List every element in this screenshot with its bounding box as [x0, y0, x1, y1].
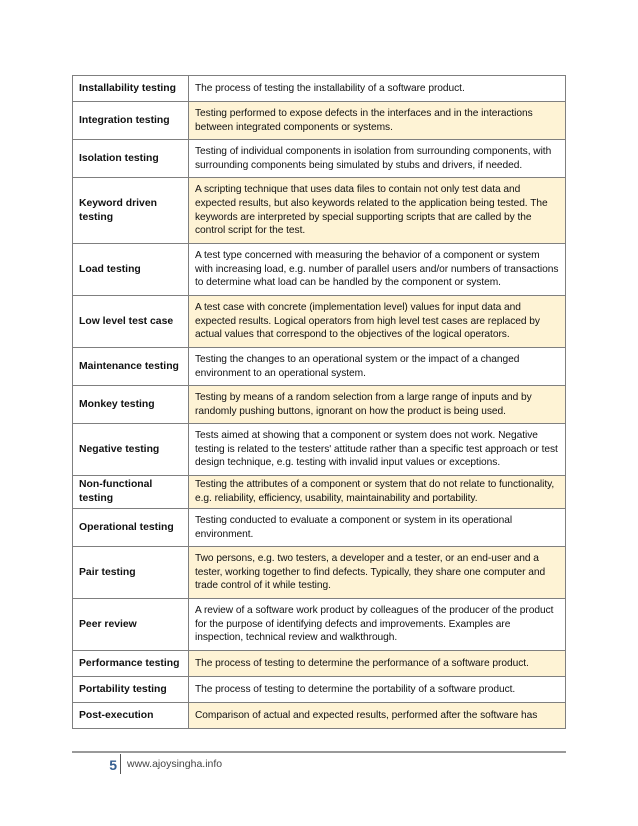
- footer-divider: [120, 754, 121, 774]
- glossary-row: [73, 178, 566, 244]
- glossary-definition: A test type concerned with measuring the behavior of a component or system with increasing load, e.g. number of parallel users and/or numbers of transactions to determine what load can be handled by the component or system.: [189, 244, 566, 296]
- glossary-table: [72, 75, 566, 729]
- glossary-row: [73, 703, 566, 729]
- glossary-definition: Testing the attributes of a component or system that do not relate to functionality, e.g. reliability, efficiency, usability, maintainability and portability.: [189, 476, 566, 509]
- glossary-definition: A review of a software work product by colleagues of the producer of the product for the purpose of identifying defects and improvements. Examples are inspection, technical review and walkthrough.: [189, 599, 566, 651]
- glossary-definition: Testing performed to expose defects in the interfaces and in the interactions between integrated components or systems.: [189, 102, 566, 140]
- glossary-term: Integration testing: [73, 102, 189, 140]
- glossary-definition: The process of testing to determine the portability of a software product.: [189, 677, 566, 703]
- glossary-body: [73, 76, 566, 729]
- glossary-row: [73, 244, 566, 296]
- glossary-definition: Tests aimed at showing that a component or system does not work. Negative testing is related to the testers' attitude rather than a specific test approach or test design technique, e.g. testing with invalid input values or exceptions.: [189, 424, 566, 476]
- glossary-term: Negative testing: [73, 424, 189, 476]
- glossary-definition: A test case with concrete (implementation level) values for input data and expected results. Logical operators from high level test cases are replaced by actual values that correspond to the objectives of the logical operators.: [189, 296, 566, 348]
- glossary-term: Monkey testing: [73, 386, 189, 424]
- footer-rule: [72, 751, 566, 753]
- glossary-row: [73, 651, 566, 677]
- glossary-term: Load testing: [73, 244, 189, 296]
- glossary-row: [73, 547, 566, 599]
- glossary-term: Keyword driven testing: [73, 178, 189, 244]
- glossary-term: Performance testing: [73, 651, 189, 677]
- glossary-row: [73, 599, 566, 651]
- glossary-row: [73, 102, 566, 140]
- glossary-definition: The process of testing the installability of a software product.: [189, 76, 566, 102]
- glossary-row: [73, 386, 566, 424]
- glossary-definition: The process of testing to determine the performance of a software product.: [189, 651, 566, 677]
- glossary-term: Operational testing: [73, 509, 189, 547]
- glossary-row: [73, 509, 566, 547]
- glossary-definition: Two persons, e.g. two testers, a developer and a tester, or an end-user and a tester, working together to find defects. Typically, they share one computer and trade control of it while testing.: [189, 547, 566, 599]
- glossary-row: [73, 296, 566, 348]
- glossary-term: Pair testing: [73, 547, 189, 599]
- glossary-term: Portability testing: [73, 677, 189, 703]
- glossary-definition: A scripting technique that uses data files to contain not only test data and expected results, but also keywords related to the application being tested. The keywords are interpreted by special supporting scripts that are called by the control script for the test.: [189, 178, 566, 244]
- glossary-row: [73, 424, 566, 476]
- page-number: 5: [109, 757, 117, 773]
- glossary-term: Non-functional testing: [73, 476, 189, 509]
- glossary-definition: Testing of individual components in isolation from surrounding components, with surrounding components being simulated by stubs and drivers, if needed.: [189, 140, 566, 178]
- glossary-row: [73, 677, 566, 703]
- glossary-row: [73, 348, 566, 386]
- glossary-definition: Testing the changes to an operational system or the impact of a changed environment to an operational system.: [189, 348, 566, 386]
- glossary-term: Post-execution: [73, 703, 189, 729]
- glossary-term: Installability testing: [73, 76, 189, 102]
- glossary-term: Low level test case: [73, 296, 189, 348]
- glossary-definition: Comparison of actual and expected results, performed after the software has: [189, 703, 566, 729]
- glossary-definition: Testing conducted to evaluate a component or system in its operational environment.: [189, 509, 566, 547]
- glossary-row: [73, 476, 566, 509]
- glossary-definition: Testing by means of a random selection from a large range of inputs and by randomly pushing buttons, ignorant on how the product is being used.: [189, 386, 566, 424]
- glossary-row: [73, 140, 566, 178]
- glossary-term: Isolation testing: [73, 140, 189, 178]
- footer-url: www.ajoysingha.info: [127, 758, 223, 770]
- glossary-term: Peer review: [73, 599, 189, 651]
- glossary-term: Maintenance testing: [73, 348, 189, 386]
- glossary-row: [73, 76, 566, 102]
